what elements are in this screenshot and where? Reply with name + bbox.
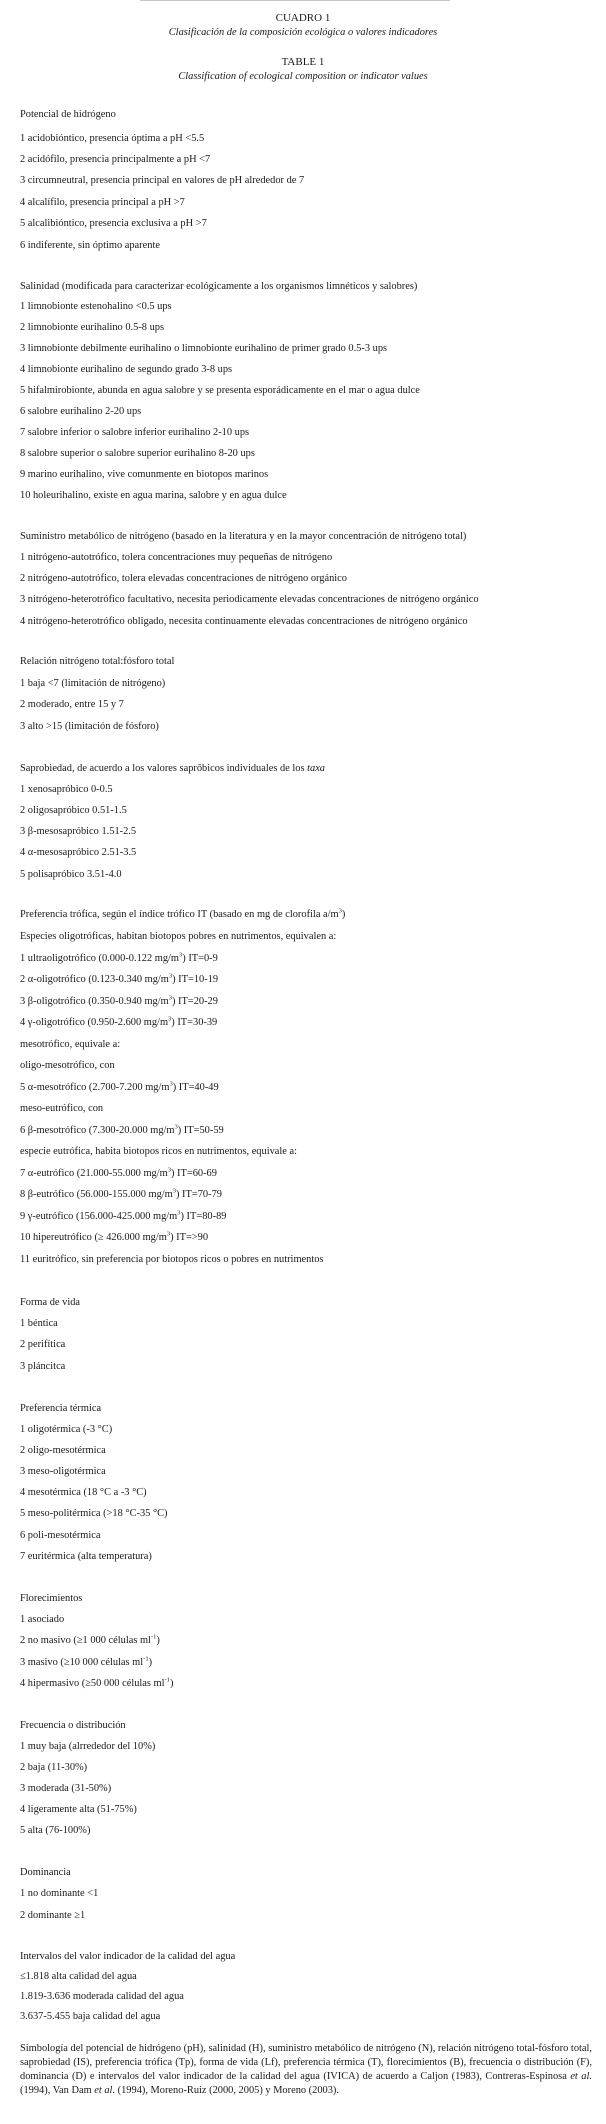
ratio-title: Relación nitrógeno total:fósforo total bbox=[20, 656, 175, 667]
ph-item: 6 indiferente, sin óptimo aparente bbox=[20, 240, 160, 251]
cuadro-subtitle: Clasificación de la composición ecológica o valores indicadores bbox=[168, 27, 438, 38]
cuadro-label: CUADRO 1 bbox=[275, 12, 331, 24]
salinity-item: 10 holeurihalino, existe en agua marina, salobre y en agua dulce bbox=[20, 490, 287, 501]
thermal-item: 3 meso-oligotérmica bbox=[20, 1466, 106, 1477]
trophic-line: meso-eutrófico, con bbox=[20, 1103, 104, 1114]
nitrogen-title: Suministro metabólico de nitrógeno (basado en la literatura y en la mayor concentración de nitrógeno total) bbox=[20, 531, 467, 542]
trophic-item: 4 γ-oligotrófico (0.950-2.600 $mg/m^3$) IT=30-39 bbox=[20, 1015, 218, 1028]
trophic-item: 7 α-eutrófico (21.000-55.000 $mg/m^3$) IT=60-69 bbox=[20, 1166, 217, 1179]
salinity-item: 6 salobre eurihalino 2-20 ups bbox=[20, 406, 142, 417]
salinity-item: 8 salobre superior o salobre superior eurihalino 8-20 ups bbox=[20, 448, 255, 459]
trophic-item: 8 β-eutrófico (56.000-155.000 $mg/m^3$) IT=70-79 bbox=[20, 1187, 222, 1200]
blooms-item: 3 masivo (≥10 000 células $ml^{-1}$) bbox=[20, 1655, 153, 1668]
ph-item: 2 acidófilo, presencia principalmente a pH <7 bbox=[20, 154, 211, 165]
ph-item: 3 circumneutral, presencia principal en valores de pH alrededor de 7 bbox=[20, 175, 305, 186]
frequency-item: 2 baja (11-30%) bbox=[20, 1762, 88, 1773]
trophic-item: 1 ultraoligotrófico (0.000-0.122 $mg/m^3$) IT=0-9 bbox=[20, 951, 218, 964]
ph-item: 5 alcalibióntico, presencia exclusiva a pH >7 bbox=[20, 218, 207, 229]
footnote: Simbología del potencial de hidrógeno (pH), salinidad (H), suministro metabólico de nitrógeno (N), relación nitrógeno total-fósforo total, saprobiedad (IS), preferencia trófica (Tp), forma de vida (Lf), preferencia térmica (T), florecimientos (B), frecuencia o distribución (F), dominancia (D) e intervalos del valor indicador de la calidad del agua (IVICA) de acuerdo a Caljon (1983), Contreras-Espinosa et al. (1994), Van Dam et al. (1994), Moreno-Ruiz (2000, 2005) y Moreno (2003). bbox=[20, 2043, 592, 2096]
dominance-item: 1 no dominante <1 bbox=[20, 1888, 99, 1899]
saprobity-title: Saprobiedad, de acuerdo a los valores saprōbicos individuales de los taxa bbox=[20, 763, 325, 774]
table-subtitle: Classification of ecological composition or indicator values bbox=[178, 71, 428, 82]
saprobity-item: 4 α-mesosapróbico 2.51-3.5 bbox=[20, 847, 137, 858]
table-label: TABLE 1 bbox=[281, 56, 325, 68]
lifeform-item: 2 perifítica bbox=[20, 1339, 66, 1350]
salinity-item: 7 salobre inferior o salobre inferior eurihalino 2-10 ups bbox=[20, 427, 250, 438]
trophic-item: 10 hipereutrófico (≥ 426.000 $mg/m^3$) IT=>90 bbox=[20, 1230, 209, 1243]
ratio-item: 3 alto >15 (limitación de fósforo) bbox=[20, 721, 159, 732]
trophic-line: especie eutrófica, habita biotopos ricos en nutrimentos, equivale a: bbox=[20, 1146, 297, 1157]
thermal-item: 7 euritérmica (alta temperatura) bbox=[20, 1551, 152, 1562]
trophic-line: mesotrófico, equivale a: bbox=[20, 1039, 121, 1050]
thermal-item: 1 oligotérmica (-3 °C) bbox=[20, 1424, 113, 1435]
blooms-item: 2 no masivo (≥1 000 células $ml^{-1}$) bbox=[20, 1633, 160, 1646]
ratio-item: 1 baja <7 (limitación de nitrógeno) bbox=[20, 678, 166, 689]
lifeform-item: 1 béntica bbox=[20, 1318, 58, 1329]
trophic-item: 5 α-mesotrófico (2.700-7.200 $mg/m^3$) IT=40-49 bbox=[20, 1080, 219, 1093]
lifeform-title: Forma de vida bbox=[20, 1297, 81, 1308]
saprobity-item: 3 β-mesosapróbico 1.51-2.5 bbox=[20, 826, 137, 837]
quality-title: Intervalos del valor indicador de la calidad del agua bbox=[20, 1951, 236, 1962]
ratio-item: 2 moderado, entre 15 y 7 bbox=[20, 699, 124, 710]
ph-title: Potencial de hidrógeno bbox=[20, 109, 116, 120]
lifeform-item: 3 pláncitca bbox=[20, 1361, 66, 1372]
quality-item: ≤1.818 alta calidad del agua bbox=[20, 1971, 137, 1982]
saprobity-item: 5 polisapróbico 3.51-4.0 bbox=[20, 869, 122, 880]
thermal-item: 6 poli-mesotérmica bbox=[20, 1530, 101, 1541]
top-rule bbox=[140, 0, 450, 1]
dominance-item: 2 dominante ≥1 bbox=[20, 1910, 86, 1921]
salinity-item: 2 limnobionte eurihalino 0.5-8 ups bbox=[20, 322, 165, 333]
trophic-item: 9 γ-eutrófico (156.000-425.000 $mg/m^3$) IT=80-89 bbox=[20, 1209, 227, 1222]
saprobity-item: 2 oligosapróbico 0.51-1.5 bbox=[20, 805, 127, 816]
trophic-item: 3 β-oligotrófico (0.350-0.940 $mg/m^3$) IT=20-29 bbox=[20, 994, 218, 1007]
nitrogen-item: 4 nitrógeno-heterotrófico obligado, necesita continuamente elevadas concentraciones de nitrógeno orgánico bbox=[20, 616, 468, 627]
nitrogen-item: 3 nitrógeno-heterotrófico facultativo, necesita periodicamente elevadas concentraciones de nitrógeno orgánico bbox=[20, 594, 479, 605]
salinity-item: 1 limnobionte estenohalino <0.5 ups bbox=[20, 301, 172, 312]
ph-item: 1 acidobióntico, presencia óptima a pH <5.5 bbox=[20, 133, 205, 144]
salinity-item: 4 limnobionte eurihalino de segundo grado 3-8 ups bbox=[20, 364, 233, 375]
quality-item: 1.819-3.636 moderada calidad del agua bbox=[20, 1991, 184, 2002]
dominance-title: Dominancia bbox=[20, 1867, 71, 1878]
trophic-item: 2 α-oligotrófico (0.123-0.340 $mg/m^3$) IT=10-19 bbox=[20, 972, 219, 985]
frequency-item: 3 moderada (31-50%) bbox=[20, 1783, 112, 1794]
salinity-title: Salinidad (modificada para caracterizar ecológicamente a los organismos limnéticos y salobres) bbox=[20, 281, 418, 292]
ph-item: 4 alcalífilo, presencia principal a pH >7 bbox=[20, 197, 185, 208]
thermal-item: 5 meso-politérmica (>18 °C-35 °C) bbox=[20, 1508, 168, 1519]
thermal-title: Preferencia térmica bbox=[20, 1403, 102, 1414]
trophic-line: Especies oligotróficas, habitan biotopos pobres en nutrimentos, equivalen a: bbox=[20, 931, 337, 942]
salinity-item: 5 hifalmirobionte, abunda en agua salobre y se presenta esporádicamente en el mar o agua dulce bbox=[20, 385, 420, 396]
frequency-title: Frecuencia o distribución bbox=[20, 1720, 126, 1731]
trophic-item: 6 β-mesotrófico (7.300-20.000 $mg/m^3$) IT=50-59 bbox=[20, 1123, 224, 1136]
frequency-item: 1 muy baja (alrrededor del 10%) bbox=[20, 1741, 156, 1752]
quality-item: 3.637-5.455 baja calidad del agua bbox=[20, 2011, 161, 2022]
blooms-item: 4 hipermasivo (≥50 000 células $ml^{-1}$) bbox=[20, 1676, 174, 1689]
salinity-item: 3 limnobionte debilmente eurihalino o limnobionte eurihalino de primer grado 0.5-3 ups bbox=[20, 343, 388, 354]
saprobity-item: 1 xenosapróbico 0-0.5 bbox=[20, 784, 113, 795]
nitrogen-item: 1 nitrógeno-autotrófico, tolera concentraciones muy pequeñas de nitrógeno bbox=[20, 552, 333, 563]
trophic-line: oligo-mesotrófico, con bbox=[20, 1060, 115, 1071]
frequency-item: 4 ligeramente alta (51-75%) bbox=[20, 1804, 137, 1815]
thermal-item: 2 oligo-mesotérmica bbox=[20, 1445, 106, 1456]
blooms-item: 1 asociado bbox=[20, 1614, 65, 1625]
thermal-item: 4 mesotérmica (18 °C a -3 °C) bbox=[20, 1487, 147, 1498]
nitrogen-item: 2 nitrógeno-autotrófico, tolera elevadas concentraciones de nitrógeno orgánico bbox=[20, 573, 347, 584]
blooms-title: Florecimientos bbox=[20, 1593, 83, 1604]
salinity-item: 9 marino eurihalino, vive comunmente en biotopos marinos bbox=[20, 469, 269, 480]
frequency-item: 5 alta (76-100%) bbox=[20, 1825, 91, 1836]
trophic-title: Preferencia trófica, según el índice trófico IT (basado en mg de clorofila $a/m^3$) bbox=[20, 907, 346, 920]
trophic-line: 11 euritrófico, sin preferencia por biotopos ricos o pobres en nutrimentos bbox=[20, 1254, 324, 1265]
